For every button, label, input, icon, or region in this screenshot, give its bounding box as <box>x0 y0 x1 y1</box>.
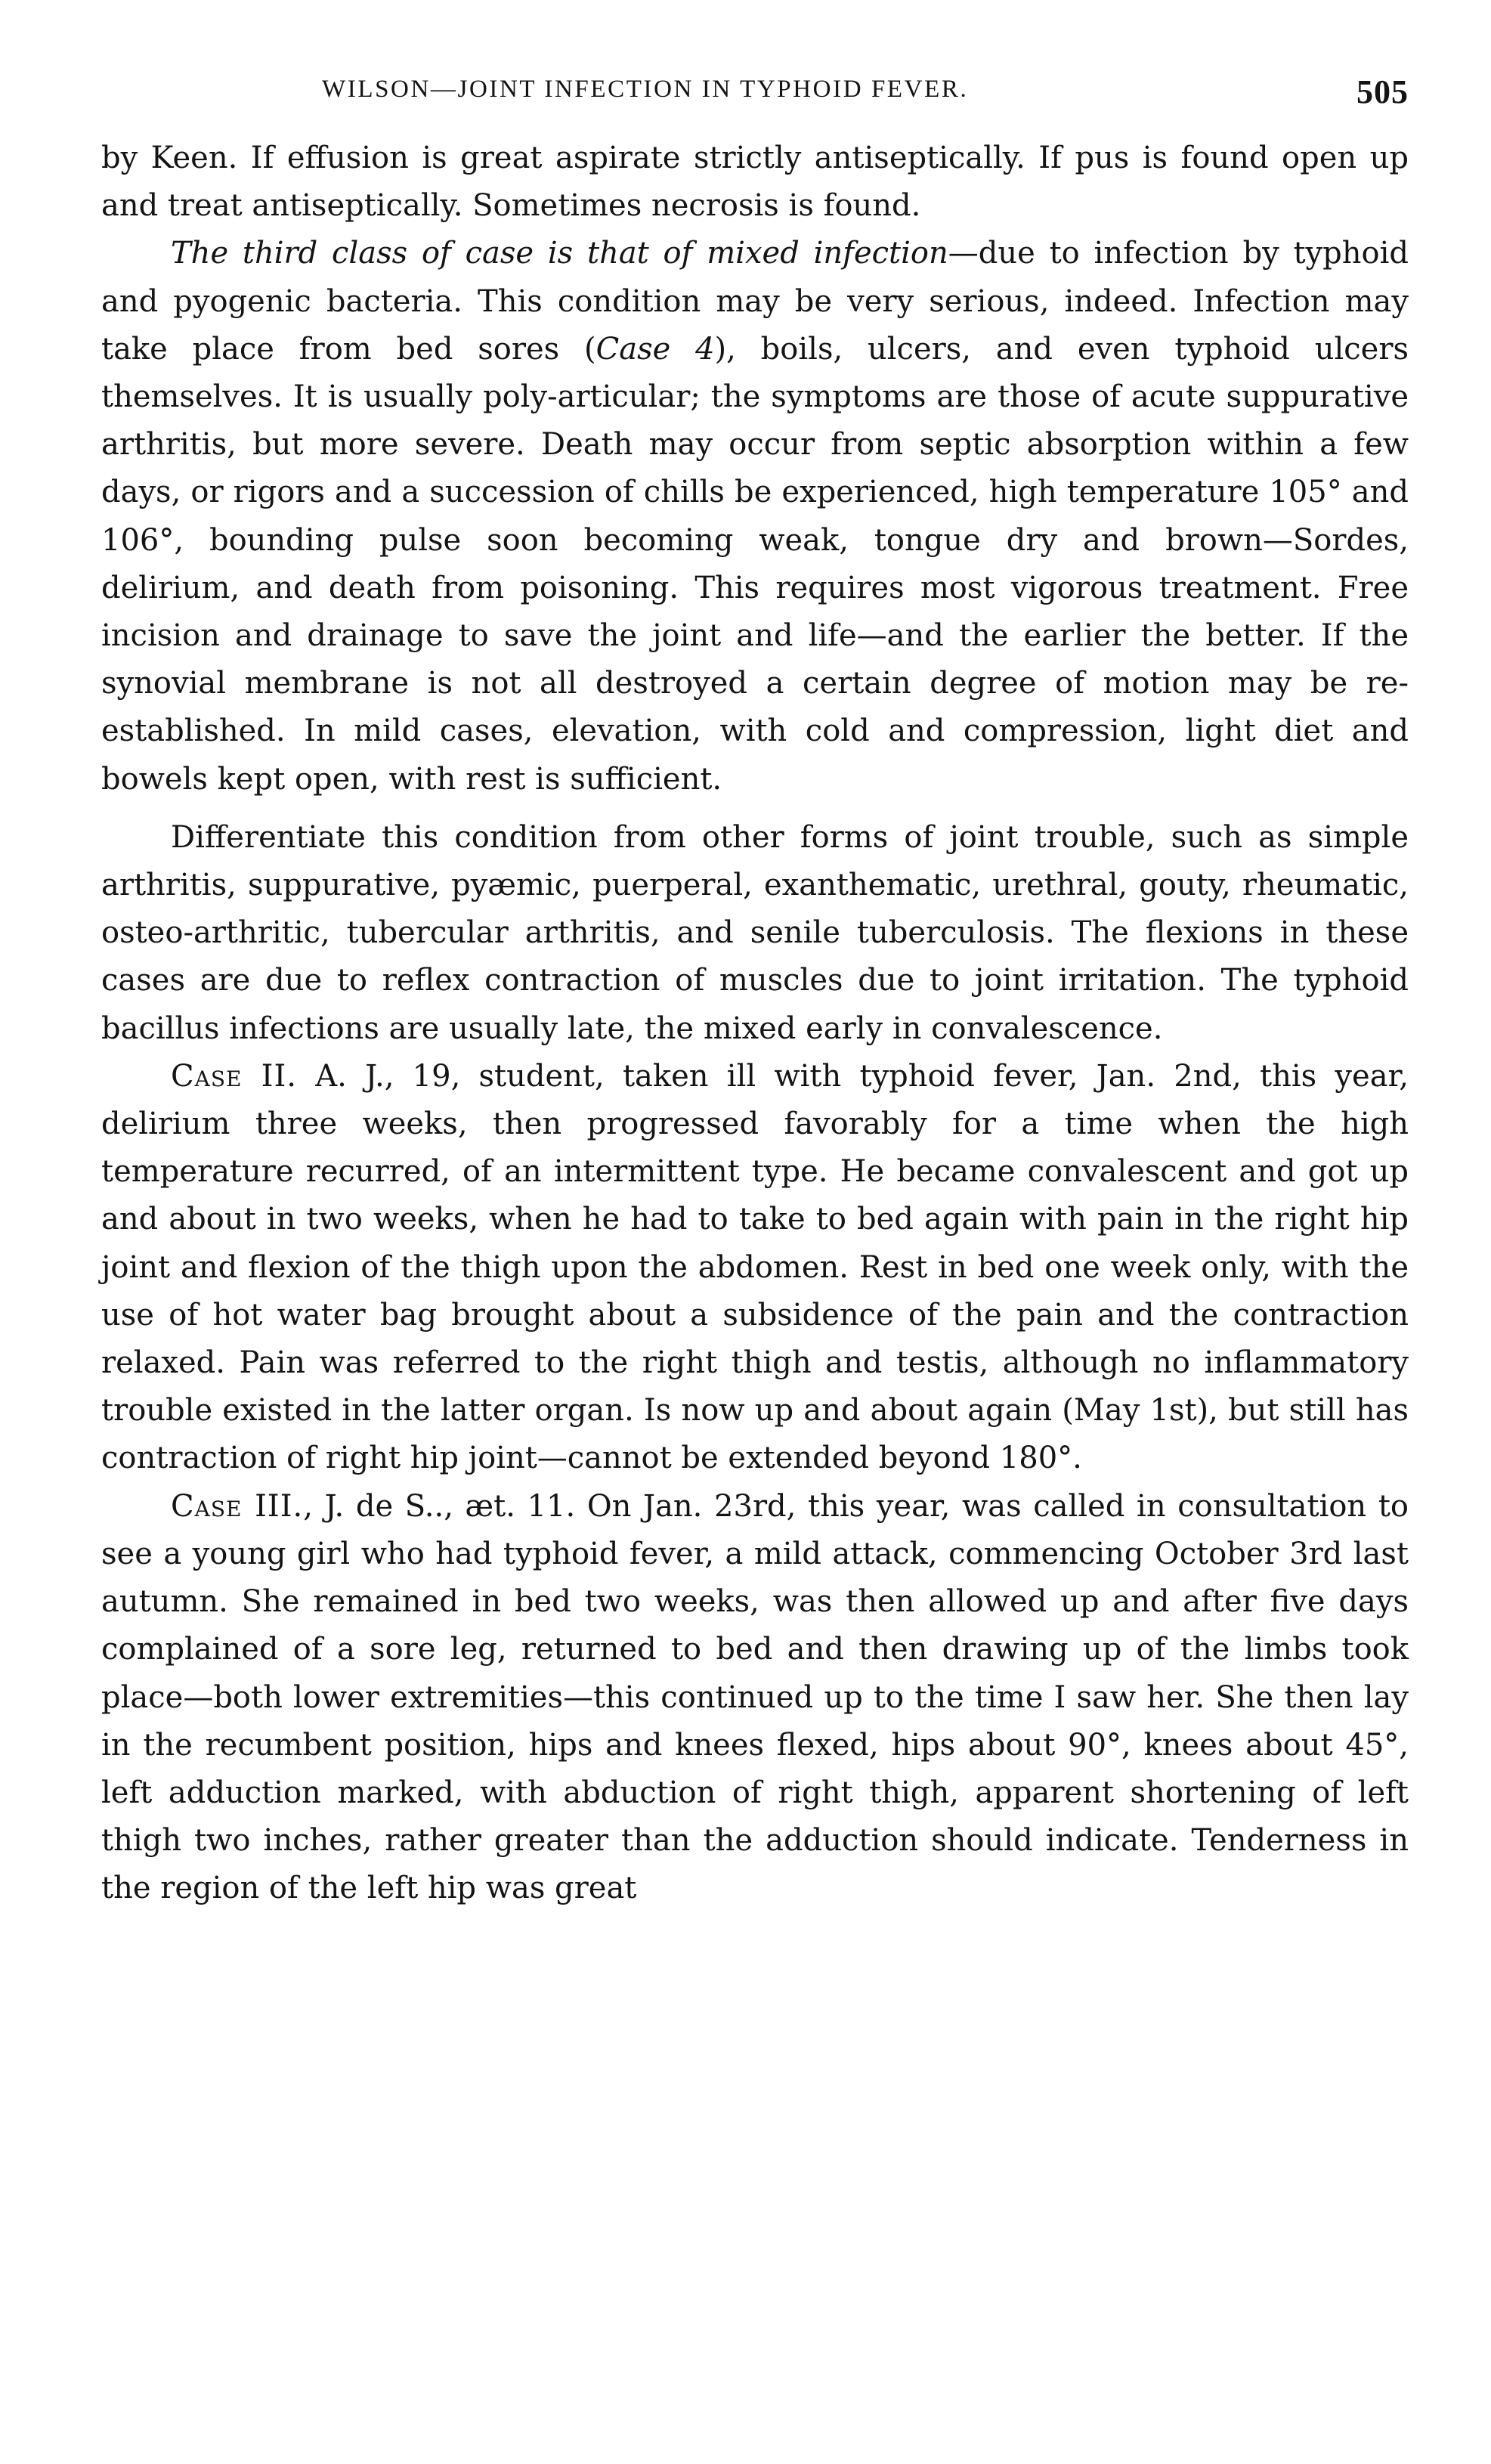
case-label: Case III. <box>171 1488 304 1524</box>
case-reference: Case 4 <box>595 331 715 367</box>
paragraph-text: by Keen. If effusion is great aspirate strictly antiseptically. If pus is found open up and treat antiseptically. Sometimes necrosis is found. <box>101 141 1409 224</box>
paragraph-lead-italic: The third class of case is that of mixed infection <box>171 236 948 271</box>
paragraph-case-two <box>101 1053 1409 1483</box>
article-body <box>101 135 1409 1913</box>
paragraph-keen-continuation <box>101 135 1409 230</box>
paragraph-text: ), boils, ulcers, and even typhoid ulcers themselves. It is usually poly-articular; the symptoms are those of acute suppurative arthritis, but more severe. Death may occur from septic absorption within a few days, or rigors and a succession of chills be experienced, high temperature 105° and 106°, bounding pulse soon becoming weak, tongue dry and brown—Sordes, delirium, and death from poisoning. This requires most vigorous treatment. Free incision and drainage to save the joint and life—and the earlier the better. If the synovial membrane is not all destroyed a certain degree of motion may be re-established. In mild cases, elevation, with cold and compression, light diet and bowels kept open, with rest is sufficient. <box>101 331 1409 797</box>
journal-page <box>101 73 1409 1913</box>
paragraph-differentiation <box>101 814 1409 1053</box>
paragraph-text: , J. de S.., æt. 11. On Jan. 23rd, this year, was called in consultation to see a young girl who had typhoid fever, a mild attack, commencing October 3rd last autumn. She remained in bed two weeks, was then allowed up and after five days complained of a sore leg, returned to bed and then drawing up of the limbs took place—both lower extremities—this continued up to the time I saw her. She then lay in the recumbent position, hips and knees flexed, hips about 90°, knees about 45°, left adduction marked, with abduction of right thigh, apparent shortening of left thigh two inches, rather greater than the adduction should indicate. Tenderness in the region of the left hip was great <box>101 1488 1409 1906</box>
paragraph-text: Differentiate this condition from other forms of joint trouble, such as simple arthritis, suppurative, pyæmic, puerperal, exanthematic, urethral, gouty, rheumatic, osteo-arthritic, tubercular arthritis, and senile tuberculosis. The flexions in these cases are due to reflex contraction of muscles due to joint irritation. The typhoid bacillus infections are usually late, the mixed early in convalescence. <box>101 819 1409 1046</box>
paragraph-text: —due to infection by typhoid and pyogenic bacteria. This condition may be very serious, indeed. Infection may take place from bed sores ( <box>101 236 1409 367</box>
paragraph-case-three <box>101 1483 1409 1913</box>
case-label: Case II. <box>171 1058 297 1094</box>
page-number: 505 <box>1356 73 1409 110</box>
running-title: WILSON—JOINT INFECTION IN TYPHOID FEVER. <box>322 76 969 103</box>
running-head <box>101 73 1409 125</box>
paragraph-mixed-infection <box>101 230 1409 803</box>
paragraph-text: A. J., 19, student, taken ill with typhoid fever, Jan. 2nd, this year, delirium three weeks, then progressed favorably for a time when the high temperature recurred, of an intermittent type. He became convalescent and got up and about in two weeks, when he had to take to bed again with pain in the right hip joint and flexion of the thigh upon the abdomen. Rest in bed one week only, with the use of hot water bag brought about a subsidence of the pain and the contraction relaxed. Pain was referred to the right thigh and testis, although no inflammatory trouble existed in the latter organ. Is now up and about again (May 1st), but still has contraction of right hip joint—cannot be extended beyond 180°. <box>101 1058 1409 1476</box>
